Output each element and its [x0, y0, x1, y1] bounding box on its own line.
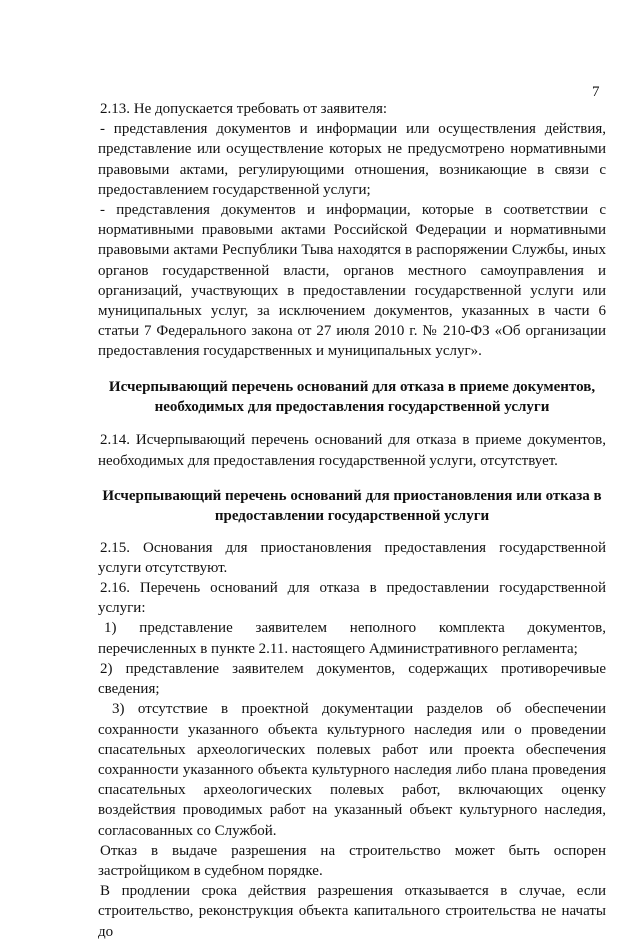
paragraph-2-13: 2.13. Не допускается требовать от заявителя: — [100, 101, 388, 117]
refusal-item-2: 2) представление заявителем документов, содержащих противоречивые сведения; — [98, 660, 606, 698]
section-heading-suspension-refusal: Исчерпывающий перечень оснований для приостановления или отказа в предоставлении государственной услуги — [102, 487, 602, 525]
paragraph-extension-refusal: В продлении срока действия разрешения отказывается в случае, если строительство, реконструкция объекта капитального строительства не начаты до — [98, 883, 606, 940]
paragraph-2-13-item-b: - представления документов и информации, которые в соответствии с нормативными правовыми актами Российской Федерации и нормативными правовыми актами Республики Тыва находятся в распоряжении Службы, иных органов государственной власти, органов местного самоуправления и организаций, участвующих в предоставлении государственной услуги или муниципальных услуг, за исключением документов, указанных в части 6 статьи 7 Федерального закона от 27 июля 2010 г. № 210-ФЗ «Об организации предоставления государственных и муниципальных услуг». — [98, 202, 606, 360]
paragraph-2-16: 2.16. Перечень оснований для отказа в предоставлении государственной услуги: — [98, 580, 606, 617]
page-number: 7 — [592, 84, 600, 100]
refusal-item-1: 1) представление заявителем неполного комплекта документов, перечисленных в пункте 2.11. настоящего Административного регламента; — [98, 620, 606, 657]
refusal-item-3: 3) отсутствие в проектной документации разделов об обеспечении сохранности указанного объекта культурного наследия или о проведении спасательных археологических полевых работ или проекта обеспечения сохранности указанного объекта культурного наследия либо плана проведения спасательных археологических полевых работ, включающих оценку воздействия проводимых работ на указанный объект культурного наследия, согласованных со Службой. — [98, 701, 606, 839]
document-body — [98, 99, 606, 942]
paragraph-2-14: 2.14. Исчерпывающий перечень оснований для отказа в приеме документов, необходимых для предоставления государственной услуги, отсутствует. — [98, 432, 606, 469]
paragraph-appeal: Отказ в выдаче разрешения на строительство может быть оспорен застройщиком в судебном порядке. — [98, 842, 606, 879]
paragraph-2-15: 2.15. Основания для приостановления предоставления государственной услуги отсутствуют. — [98, 539, 606, 576]
section-heading-refusal-documents: Исчерпывающий перечень оснований для отказа в приеме документов, необходимых для предоставления государственной услуги — [108, 378, 596, 416]
paragraph-2-13-item-a: - представления документов и информации или осуществления действия, представление или осуществление которых не предусмотрено нормативными правовыми актами, регулирующими отношения, возникающие в связи с предоставлением государственной услуги; — [98, 121, 606, 198]
